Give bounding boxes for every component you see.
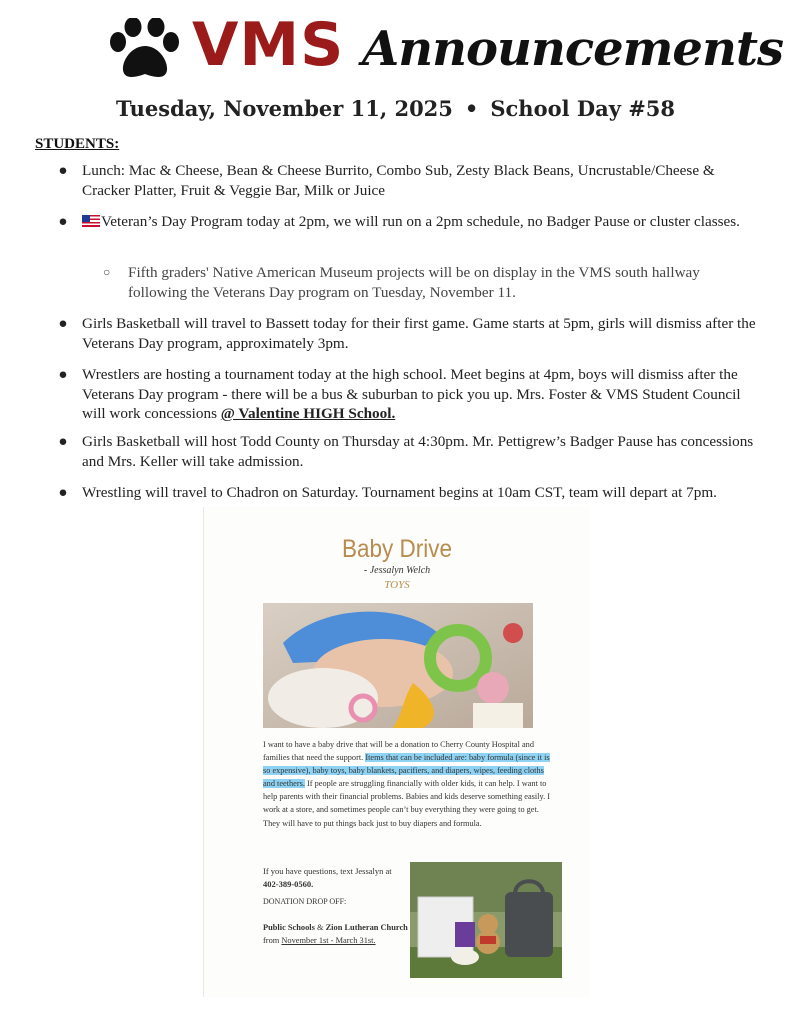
us-flag-icon <box>82 215 100 227</box>
paw-icon <box>108 18 182 82</box>
dropoff-info <box>263 921 408 947</box>
wrestlers-item <box>57 365 757 424</box>
bullet-dot: ● <box>58 433 68 450</box>
flyer-paragraph <box>263 738 555 830</box>
sub-bullet-circle: ○ <box>103 265 111 279</box>
museum-text: Fifth graders' Native American Museum projects will be on display in the VMS south hallway following the Veterans Day program on Tuesday, November 11. <box>128 264 700 301</box>
todd-county-text: Girls Basketball will host Todd County on Thursday at 4:30pm. Mr. Pettigrew’s Badger Pause has concessions and Mrs. Keller will take admission. <box>82 433 754 470</box>
dropoff-from: from <box>263 936 282 945</box>
baby-drive-flyer <box>203 507 589 997</box>
girls-basketball-text: Girls Basketball will travel to Bassett today for their first game. Game starts at 5pm, girls will dismiss after the Veterans Day program, approximately 3pm. <box>82 315 756 352</box>
bullet-dot: ● <box>58 213 68 230</box>
dropoff-amp: & <box>314 923 326 932</box>
flyer-title: Baby Drive <box>341 535 453 563</box>
announcements-title: Announcements <box>362 21 784 77</box>
girls-basketball-item <box>57 314 757 353</box>
date-line <box>0 96 791 121</box>
bullet-dot: ● <box>58 315 68 332</box>
section-students: STUDENTS: <box>35 136 120 152</box>
veterans-subitem <box>57 263 757 302</box>
wrestling-text: Wrestling will travel to Chadron on Saturday. Tournament begins at 10am CST, team will depart at 7pm. <box>82 484 717 501</box>
para-highlight: Items that can be included are: baby formula (since it is so expensive), baby toys, baby blankets, pacifiers, and diapers, wipes, feeding cloths and teethers. <box>263 753 550 789</box>
para-rest: If people are struggling financially with older kids, it can help. I want to help parents with their financial problems. Babies and kids deserve something easily. I work at a store, and sometimes people can’t buy everything they were going to get. They will have to put things back just to buy diapers and formula. <box>263 779 551 828</box>
date-separator: • <box>464 96 479 121</box>
wrestling-item <box>57 483 757 503</box>
vms-logo-text: VMS <box>192 10 345 80</box>
header <box>0 10 791 84</box>
bullet-dot: ● <box>58 162 68 179</box>
para-intro: I want to have a baby drive that will be a donation to Cherry County Hospital and families that need the support. <box>263 740 534 763</box>
flyer-category: TOYS <box>384 579 410 591</box>
baby-photo <box>263 603 533 728</box>
lunch-text: Lunch: Mac & Cheese, Bean & Cheese Burrito, Combo Sub, Zesty Black Beans, Uncrustable/Cheese & Cracker Platter, Fruit & Veggie Bar, Milk or Juice <box>82 162 715 199</box>
dropoff-zion: Zion Lutheran Church <box>325 923 408 932</box>
questions-text: If you have questions, text Jessalyn at <box>263 866 392 876</box>
bullet-dot: ● <box>58 366 68 383</box>
bullet-dot: ● <box>58 484 68 501</box>
flyer-author: - Jessalyn Welch <box>363 565 431 576</box>
donation-items-photo <box>410 862 562 978</box>
school-day: School Day #58 <box>490 96 676 121</box>
phone-number: 402-389-0560. <box>263 879 314 889</box>
lunch-item <box>57 161 757 200</box>
veterans-item <box>57 212 757 232</box>
dropoff-dates: November 1st - March 31st. <box>281 936 376 945</box>
veterans-text: Veteran’s Day Program today at 2pm, we will run on a 2pm schedule, no Badger Pause or cluster classes. <box>101 213 740 230</box>
vms-logo <box>192 10 345 80</box>
date: Tuesday, November 11, 2025 <box>115 96 453 121</box>
dropoff-label: DONATION DROP OFF: <box>263 897 347 906</box>
todd-county-item <box>57 432 757 471</box>
flyer-questions <box>263 865 403 891</box>
dropoff-public-schools: Public Schools <box>263 923 315 932</box>
wrestlers-text: Wrestlers are hosting a tournament today at the high school. Meet begins at 4pm, boys will dismiss after the Veterans Day program - there will be a bus & suburban to pick you up. Mrs. Foster & VMS Student Council will work concessions <box>82 366 741 422</box>
valentine-high-link: @ Valentine HIGH School. <box>220 405 396 422</box>
